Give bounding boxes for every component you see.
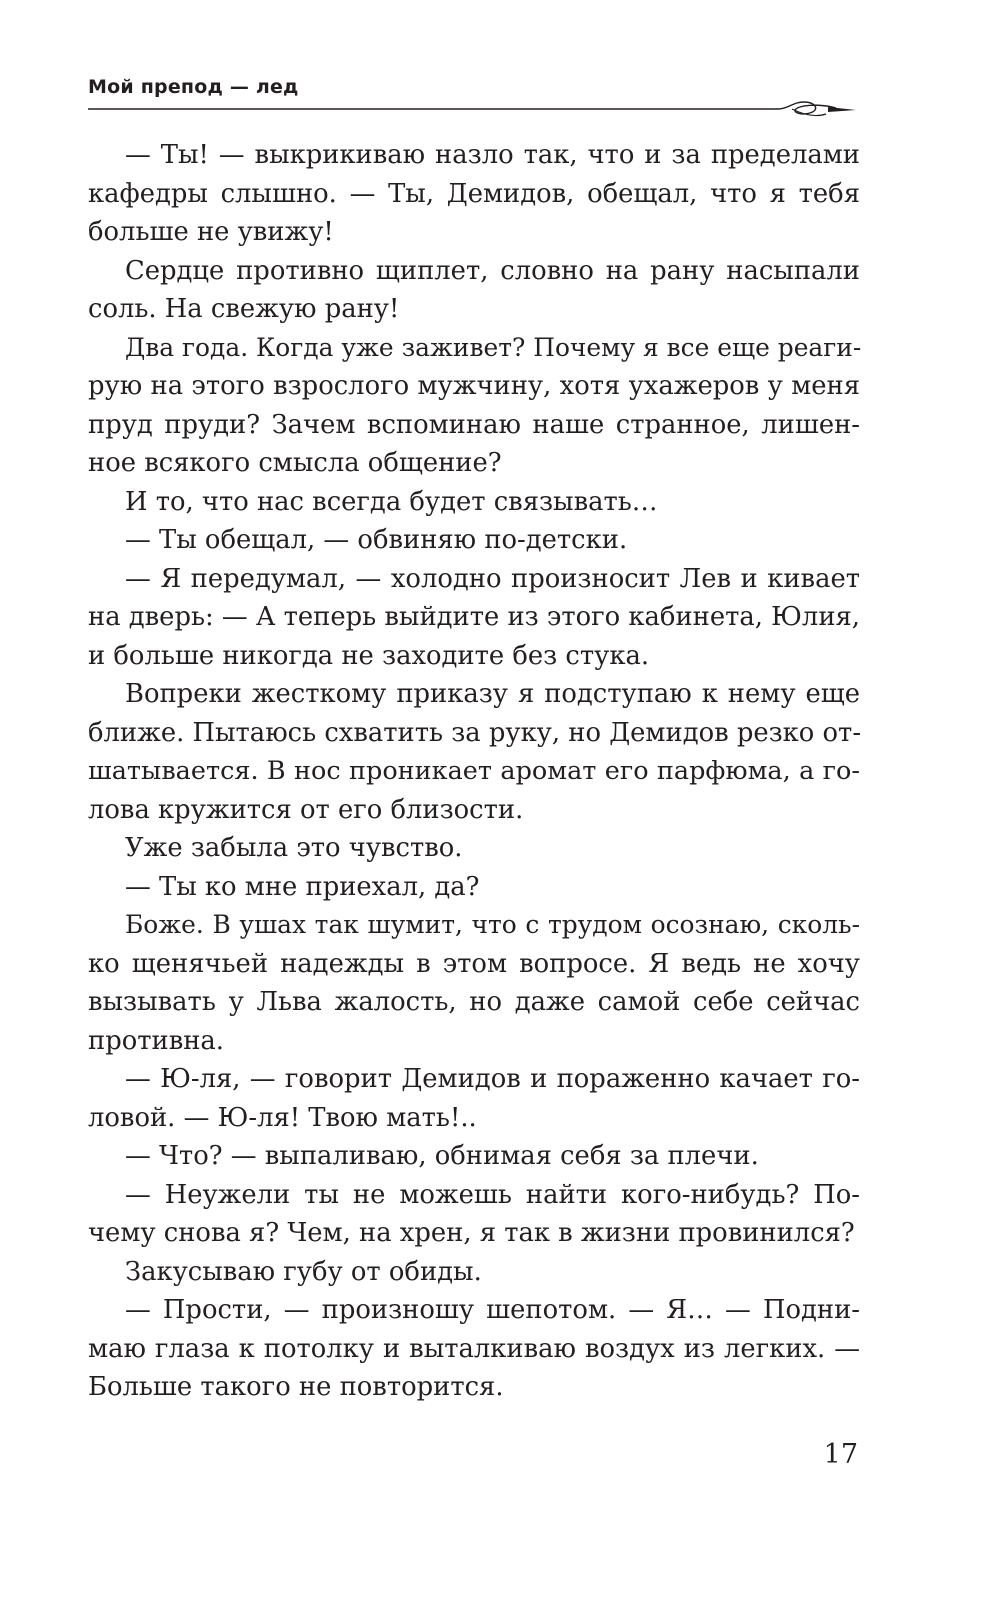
- text-line: — Ты! — выкрикиваю назло так, что и за пределами: [125, 140, 860, 170]
- text-line: ко щенячьей надежды в этом вопросе. Я ведь не хочу: [88, 948, 860, 979]
- text-line: противна.: [88, 1025, 225, 1056]
- text-line: Сердце противно щиплет, словно на рану насыпали: [125, 255, 860, 286]
- text-line: на дверь: — А теперь выйдите из этого кабинета, Юлия,: [88, 602, 860, 632]
- text-line: ное всякого смысла общение?: [88, 448, 502, 478]
- text-line: Два года. Когда уже заживет? Почему я все еще реаги-: [125, 332, 862, 362]
- text-line: — Ю-ля, — говорит Демидов и пораженно качает го-: [125, 1064, 860, 1094]
- text-line: — Ты обещал, — обвиняю по-детски.: [125, 525, 628, 555]
- text-line: ловой. — Ю-ля! Твою мать!..: [88, 1102, 477, 1133]
- body-text: [88, 136, 860, 1407]
- text-line: Уже забыла это чувство.: [125, 833, 463, 863]
- text-line: Больше такого не повторится.: [88, 1372, 504, 1402]
- text-line: Закусываю губу от обиды.: [125, 1256, 482, 1287]
- text-line: больше не увижу!: [88, 217, 334, 247]
- text-line: рую на этого взрослого мужчину, хотя ухажеров у меня: [88, 371, 860, 401]
- text-line: маю глаза к потолку и выталкиваю воздух из легких. —: [88, 1333, 860, 1364]
- text-line: шатывается. В нос проникает аромат его парфюма, а го-: [88, 756, 860, 786]
- text-line: лова кружится от его близости.: [88, 794, 524, 825]
- text-line: — Ты ко мне приехал, да?: [125, 871, 480, 902]
- text-line: пруд пруди? Зачем вспоминаю наше странное, лишен-: [88, 409, 860, 440]
- running-title: Мой препод — лед: [88, 76, 299, 98]
- text-line: кафедры слышно. — Ты, Демидов, обещал, что я тебя: [88, 178, 860, 209]
- header-rule-quill-ornament: [88, 96, 858, 126]
- text-line: чему снова я? Чем, на хрен, я так в жизни провинился?: [88, 1218, 855, 1248]
- page-number: 17: [823, 1439, 858, 1470]
- text-line: — Что? — выпаливаю, обнимая себя за плечи.: [125, 1141, 759, 1171]
- text-line: — Неужели ты не можешь найти кого-нибудь? По-: [125, 1179, 860, 1210]
- text-line: и больше никогда не заходите без стука.: [88, 640, 650, 671]
- text-line: И то, что нас всегда будет связывать…: [125, 486, 658, 517]
- text-line: соль. На свежую рану!: [88, 294, 400, 324]
- text-line: Вопреки жесткому приказу я подступаю к нему еще: [125, 679, 860, 709]
- text-line: Боже. В ушах так шумит, что с трудом осознаю, сколь-: [125, 910, 860, 939]
- text-line: ближе. Пытаюсь схватить за руку, но Демидов резко от-: [88, 717, 862, 748]
- text-line: — Прости, — произношу шепотом. — Я… — Подни-: [125, 1295, 860, 1325]
- text-line: вызывать у Льва жалость, но даже самой себе сейчас: [88, 987, 860, 1017]
- text-line: — Я передумал, — холодно произносит Лев и кивает: [125, 563, 860, 594]
